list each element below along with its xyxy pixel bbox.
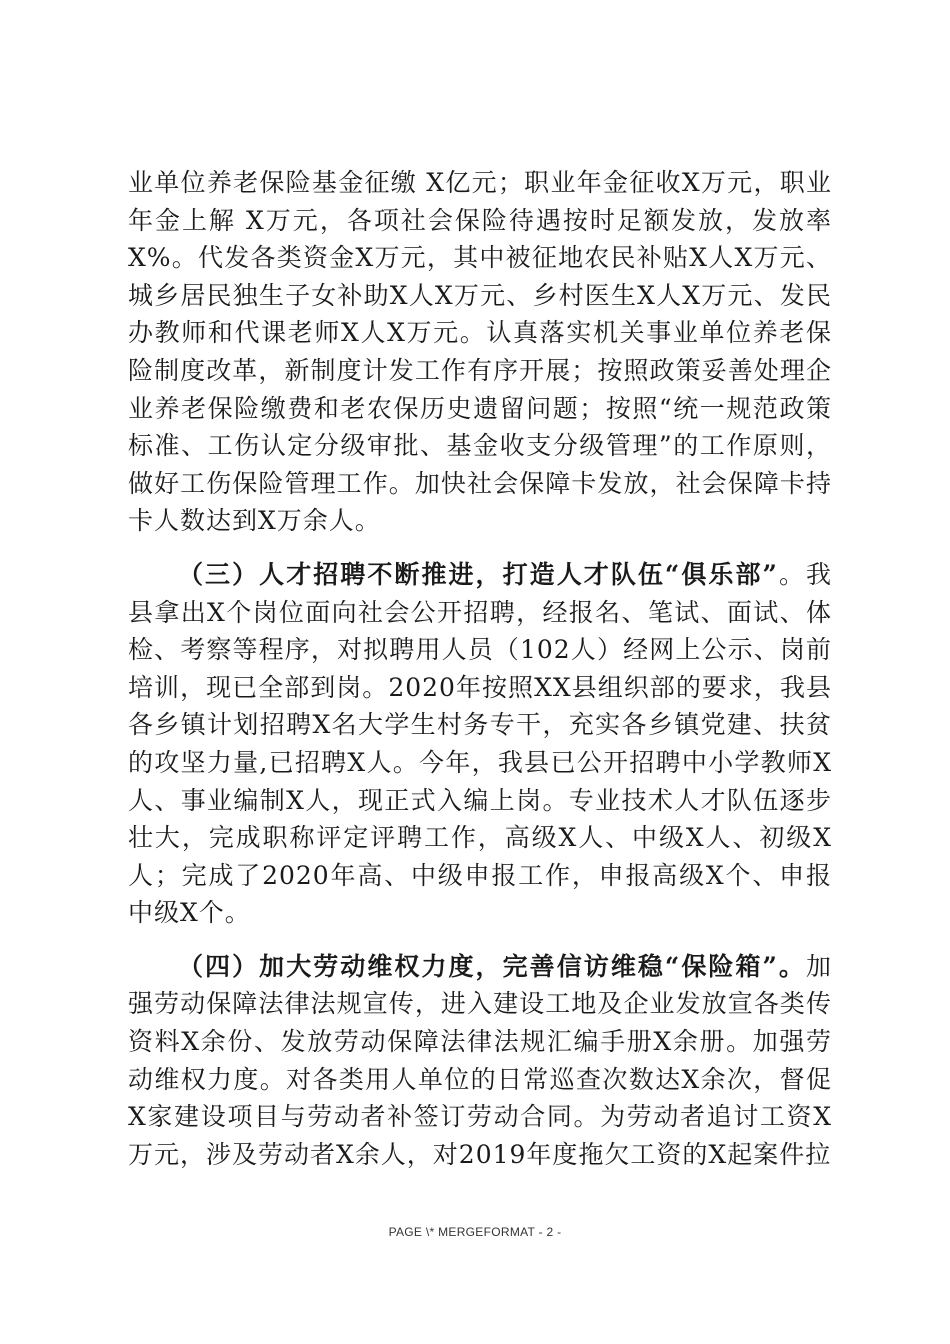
paragraph-talent-recruitment: [128, 556, 832, 932]
paragraph-text: 。我县拿出X个岗位面向社会公开招聘，经报名、笔试、面试、体检、考察等程序，对拟聘用人员（102人）经网上公示、岗前培训，现已全部到岗。2020年按照XX县组织部的要求，我县各乡镇计划招聘X名大学生村务专干，充实各乡镇党建、扶贫的攻坚力量,已招聘X人。今年，我县已公开招聘中小学教师X人、事业编制X人，现正式入编上岗。专业技术人才队伍逐步壮大，完成职称评定评聘工作，高级X人、中级X人、初级X人；完成了2020年高、中级申报工作，申报高级X个、申报中级X个。: [128, 559, 832, 928]
paragraph-text: 加强劳动保障法律法规宣传，进入建设工地及企业发放宣各类传资料X余份、发放劳动保障法律法规汇编手册X余册。加强劳动维权力度。对各类用人单位的日常巡查次数达X余次，督促X家建设项目与劳动者补签订劳动合同。为劳动者追讨工资X万元，涉及劳动者X余人，对2019年度拖欠工资的X起案件拉: [128, 951, 832, 1169]
section-heading: （四）加大劳动维权力度，完善信访维稳“保险箱”。: [178, 951, 806, 981]
paragraph-text: 业单位养老保险基金征缴 X亿元；职业年金征收X万元，职业年金上解 X万元，各项社会保险待遇按时足额发放，发放率X%。代发各类资金X万元，其中被征地农民补贴X人X万元、城乡居民独生子女补助X人X万元、乡村医生X人X万元、发民办教师和代课老师X人X万元。认真落实机关事业单位养老保险制度改革，新制度计发工作有序开展；按照政策妥善处理企业养老保险缴费和老农保历史遗留问题；按照“统一规范政策标准、工伤认定分级审批、基金收支分级管理”的工作原则，做好工伤保险管理工作。加快社会保障卡发放，社会保障卡持卡人数达到X万余人。: [128, 168, 832, 536]
paragraph-labor-rights: [128, 948, 832, 1174]
paragraph-pension: [128, 164, 832, 540]
page-footer: PAGE \* MERGEFORMAT - 2 -: [388, 1225, 562, 1239]
document-body: [128, 164, 832, 1173]
section-heading: （三）人才招聘不断推进，打造人才队伍“俱乐部”: [178, 559, 778, 589]
